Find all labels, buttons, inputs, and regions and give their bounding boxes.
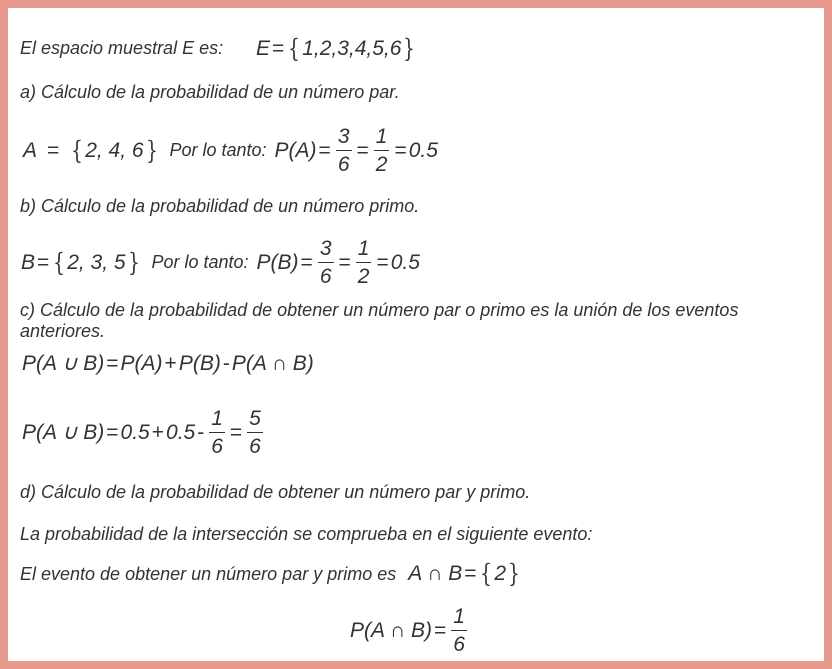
part-b-heading: b) Cálculo de la probabilidad de un número primo. [20, 196, 420, 216]
prob-b-result: 0.5 [390, 250, 420, 274]
prob-a-label: P(A) [274, 138, 317, 162]
event-lhs: A ∩ B [408, 562, 463, 585]
union-calc-lhs: P(A ∪ B) [22, 420, 105, 444]
intersection-prob-fraction: $\frac{1}{6}$ [453, 604, 465, 656]
union-calculation: P(A ∪ B) = 0.5 + 0.5 - $\frac{1}{6}$ = $\frac{5}{6}$ [22, 406, 261, 458]
prob-b-label: P(B) [256, 250, 299, 274]
part-d-heading: d) Cálculo de la probabilidad de obtener un número par y primo. [20, 482, 531, 502]
part-c-heading-line2: anteriores. [20, 321, 106, 341]
prob-b-fraction-2: $\frac{1}{2}$ [357, 236, 370, 288]
part-b-expression: B = { 2, 3, 5 } Por lo tanto: P(B) = $\frac{3}{6}$ = $\frac{1}{2}$ = 0.5 [21, 236, 420, 288]
part-c-heading-line1: c) Cálculo de la probabilidad de obtener un número par o primo es la unión de los eventos [20, 300, 739, 320]
intersection-probability: P(A ∩ B) = $\frac{1}{6}$ [350, 604, 465, 656]
sample-space-elements: 1,2,3,4,5,6 [302, 37, 402, 60]
prob-a-fraction-2: $\frac{1}{2}$ [375, 124, 388, 176]
event-elements: 2 [494, 562, 507, 585]
part-a-therefore: Por lo tanto: [169, 140, 267, 160]
union-calc-b: 0.5 [166, 420, 196, 444]
event-expression: El evento de obtener un número par y primo es A ∩ B = { 2 } [20, 559, 520, 588]
prob-b-fraction-1: $\frac{3}{6}$ [319, 236, 332, 288]
union-formula-lhs: P(A ∪ B) [22, 352, 105, 375]
event-text: El evento de obtener un número par y primo es [20, 563, 397, 584]
union-calc-fraction: $\frac{1}{6}$ [211, 406, 223, 458]
union-term-pa: P(A) [120, 352, 163, 375]
prob-a-fraction-1: $\frac{3}{6}$ [337, 124, 350, 176]
set-a-elements: 2, 4, 6 [85, 138, 144, 162]
intro-text: El espacio muestral E es: [20, 38, 224, 58]
set-a-name: A [23, 138, 38, 162]
set-b-elements: 2, 3, 5 [67, 250, 126, 274]
intersection-note: La probabilidad de la intersección se comprueba en el siguiente evento: [20, 524, 593, 544]
sample-space-name: E [256, 37, 271, 60]
union-calc-a: 0.5 [120, 420, 150, 444]
intersection-prob-label: P(A ∩ B) [350, 618, 432, 642]
part-a-expression: A = { 2, 4, 6 } Por lo tanto: P(A) = $\frac{3}{6}$ = $\frac{1}{2}$ = 0.5 [23, 124, 438, 176]
part-b-therefore: Por lo tanto: [151, 252, 249, 272]
prob-a-result: 0.5 [408, 138, 438, 162]
union-term-pab: P(A ∩ B) [231, 352, 314, 375]
sample-space-expression: E = { 1,2,3,4,5,6 } [256, 34, 416, 63]
part-a-heading: a) Cálculo de la probabilidad de un número par. [20, 82, 400, 102]
union-calc-result: $\frac{5}{6}$ [249, 406, 261, 458]
union-formula: P(A ∪ B) = P(A) + P(B) - P(A ∩ B) [22, 352, 314, 375]
union-term-pb: P(B) [178, 352, 221, 375]
set-b-name: B [21, 250, 36, 274]
